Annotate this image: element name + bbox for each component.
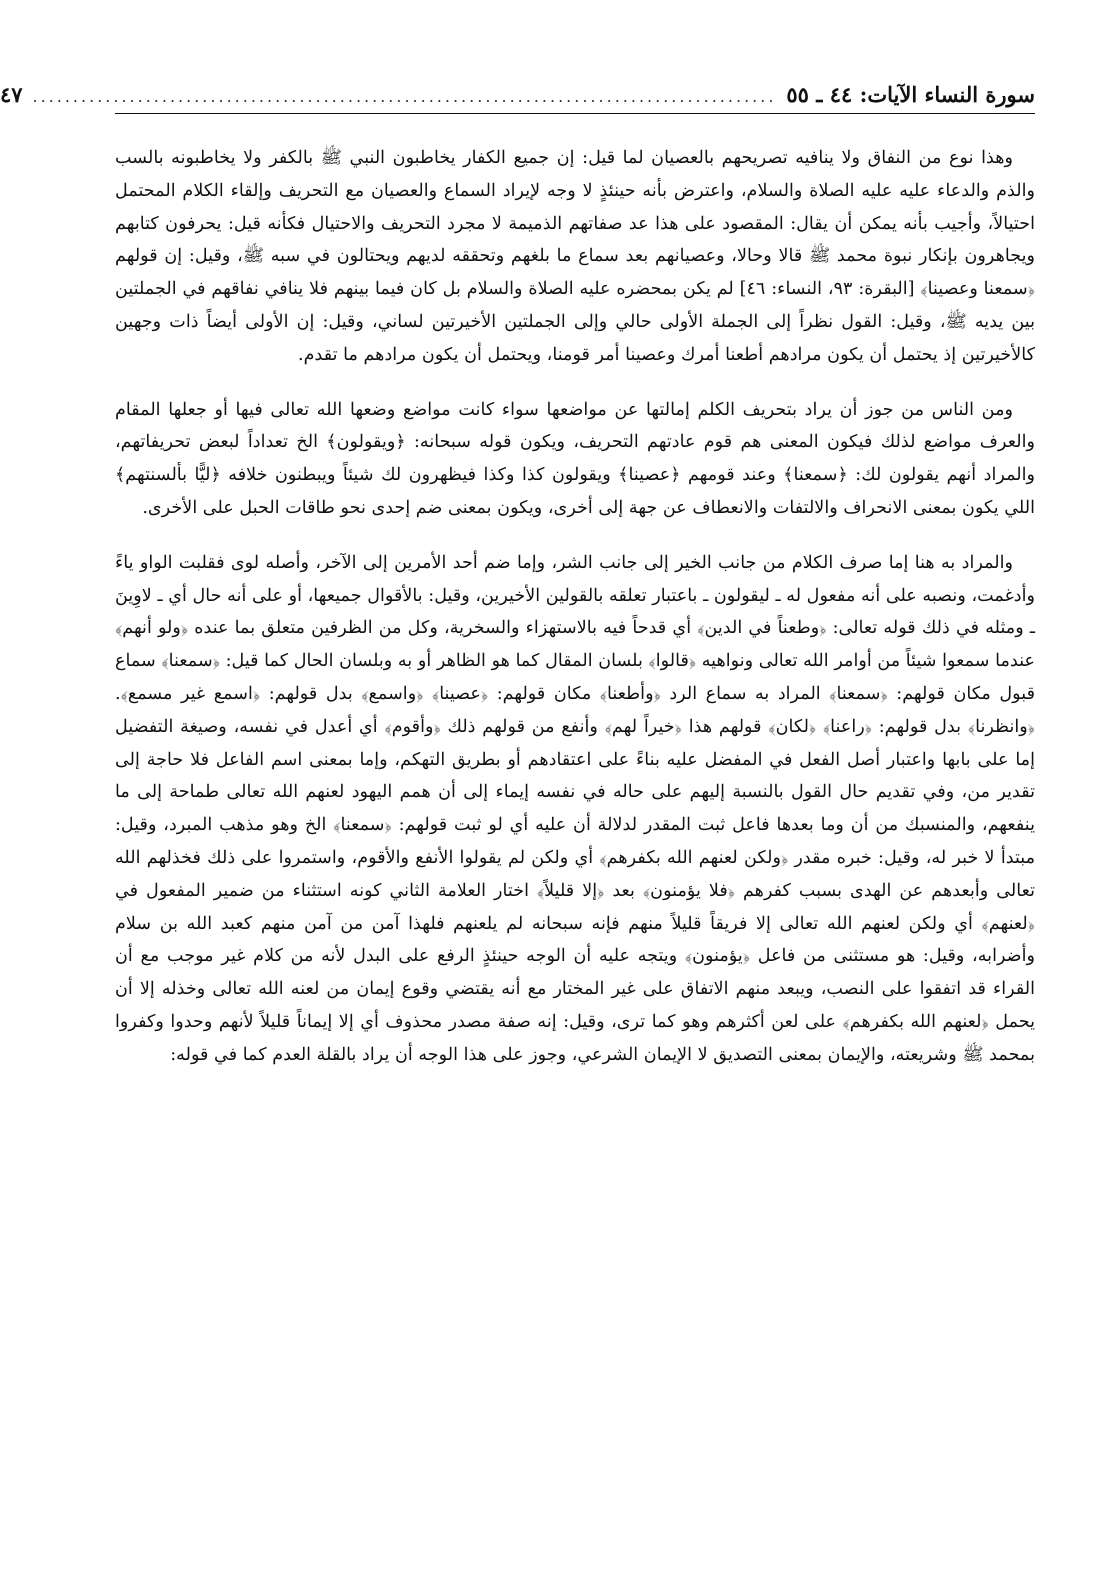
header-title: سورة النساء الآيات: ٤٤ ـ ٥٥ (786, 82, 1035, 107)
running-header (0, 82, 1035, 114)
paragraph-2: ومن الناس من جوز أن يراد بتحريف الكلم إمالتها عن مواضعها سواء كانت مواضع وضعها الله تعالى فيها أو جعلها المقام والعرف مواضع لذلك فيكون المعنى هم قوم عادتهم التحريف، ويكون قوله سبحانه: ﴿ويقولون﴾ الخ تعداداً لبعض تحريفاتهم، والمراد أنهم يقولون لك: ﴿سمعنا﴾ وعند قومهم ﴿عصينا﴾ ويقولون كذا وكذا فيظهرون لك شيئاً ويبطنون خلافه ﴿ليًّا بألسنتهم﴾ اللي يكون بمعنى الانحراف والالتفات والانعطاف عن جهة إلى أخرى، ويكون بمعنى ضم إحدى نحو طاقات الحبل على الأخرى. (115, 399, 1035, 518)
paragraph-3: والمراد به هنا إما صرف الكلام من جانب الخير إلى جانب الشر، وإما ضم أحد الأمرين إلى الآخر، وأصله لوى فقلبت الواو ياءً وأدغمت، ونصبه على أنه مفعول له ـ ليقولون ـ باعتبار تعلقه بالقولين الأخيرين، وقيل: بالأقوال جميعها، أو على أنه حال أي ـ لاوِينَ ـ ومثله في ذلك قوله تعالى: ﴿وطعناً في الدين﴾ أي قدحاً فيه بالاستهزاء والسخرية، وكل من الظرفين متعلق بما عنده ﴿ولو أنهم﴾ عندما سمعوا شيئاً من أوامر الله تعالى ونواهيه ﴿قالوا﴾ بلسان المقال كما هو الظاهر أو به وبلسان الحال كما قيل: ﴿سمعنا﴾ سماع قبول مكان قولهم: ﴿سمعنا﴾ المراد به سماع الرد ﴿وأطعنا﴾ مكان قولهم: ﴿عصينا﴾ ﴿واسمع﴾ بدل قولهم: ﴿اسمع غير مسمع﴾. ﴿وانظرنا﴾ بدل قولهم: ﴿راعنا﴾ ﴿لكان﴾ قولهم هذا ﴿خيراً لهم﴾ وأنفع من قولهم ذلك ﴿وأقوم﴾ أي أعدل في نفسه، وصيغة التفضيل إما على بابها واعتبار أصل الفعل في المفضل عليه بناءً على اعتقادهم أو بطريق التهكم، وإما بمعنى اسم الفاعل فلا حاجة إلى تقدير من، وفي تقديم حال القول بالنسبة إليهم على حاله في نفسه إيماء إلى أن همم اليهود لعنهم الله تعالى طماحة إلى ما ينفعهم، والمنسبك من أن وما بعدها فاعل ثبت المقدر لدلالة أن عليه أي لو ثبت قولهم: ﴿سمعنا﴾ الخ وهو مذهب المبرد، وقيل: مبتدأ لا خبر له، وقيل: خبره مقدر ﴿ولكن لعنهم الله بكفرهم﴾ أي ولكن لم يقولوا الأنفع والأقوم، واستمروا على ذلك فخذلهم الله تعالى وأبعدهم عن الهدى بسبب كفرهم ﴿فلا يؤمنون﴾ بعد ﴿إلا قليلاً﴾ اختار العلامة الثاني كونه استثناء من ضمير المفعول في ﴿لعنهم﴾ أي ولكن لعنهم الله تعالى إلا فريقاً قليلاً منهم فإنه سبحانه لم يلعنهم فلهذا آمن من آمن منهم كعبد الله بن سلام وأضرابه، وقيل: هو مستثنى من فاعل ﴿يؤمنون﴾ ويتجه عليه أن الوجه حينئذٍ الرفع على البدل لأنه من كلام غير موجب مع أن القراء قد اتفقوا على النصب، ويبعد منهم الاتفاق على غير المختار مع أنه يقتضي وقوع إيمان من لعنه الله تعالى وخذله إلا أن يحمل ﴿لعنهم الله بكفرهم﴾ على لعن أكثرهم وهو كما ترى، وقيل: إنه صفة مصدر محذوف أي إلا إيماناً قليلاً لأنهم وحدوا وكفروا بمحمد ﷺ وشريعته، والإيمان بمعنى التصديق لا الإيمان الشرعي، وجوز على هذا الوجه أن يراد بالقلة العدم كما في قوله: (115, 552, 1035, 1065)
page-number: ٤٧ (0, 82, 23, 107)
paragraph-1: وهذا نوع من النفاق ولا ينافيه تصريحهم بالعصيان لما قيل: إن جميع الكفار يخاطبون النبي ﷺ بالكفر ولا يخاطبونه بالسب والذم والدعاء عليه عليه الصلاة والسلام، واعترض بأنه حينئذٍ لا وجه لإيراد السماع والعصيان مع التحريف وإلقاء الكلام المحتمل احتيالاً، وأجيب بأنه يمكن أن يقال: المقصود على هذا عد صفاتهم الذميمة لا مجرد التحريف والاحتيال فكأنه قيل: يحرفون كتابهم ويجاهرون بإنكار نبوة محمد ﷺ قالا وحالا، وعصيانهم بعد سماع ما بلغهم وتحققه لديهم ويحتالون في سبه ﷺ، وقيل: إن قولهم ﴿سمعنا وعصينا﴾ [البقرة: ٩٣، النساء: ٤٦] لم يكن بمحضره عليه الصلاة والسلام بل كان فيما بينهم فلا ينافي نفاقهم في الجملتين بين يديه ﷺ، وقيل: القول نظراً إلى الجملة الأولى حالي وإلى الجملتين الأخيرتين لساني، وقيل: إن الأولى أيضاً ذات وجهين كالأخيرتين إذ يحتمل أن يكون مرادهم أطعنا أمرك وعصينا أمر قومنا، ويحتمل أن يكون مرادهم ما تقدم. (115, 148, 1035, 365)
header-leader-dots: ............................................................................................ (32, 87, 777, 106)
document-page (0, 82, 1035, 1094)
